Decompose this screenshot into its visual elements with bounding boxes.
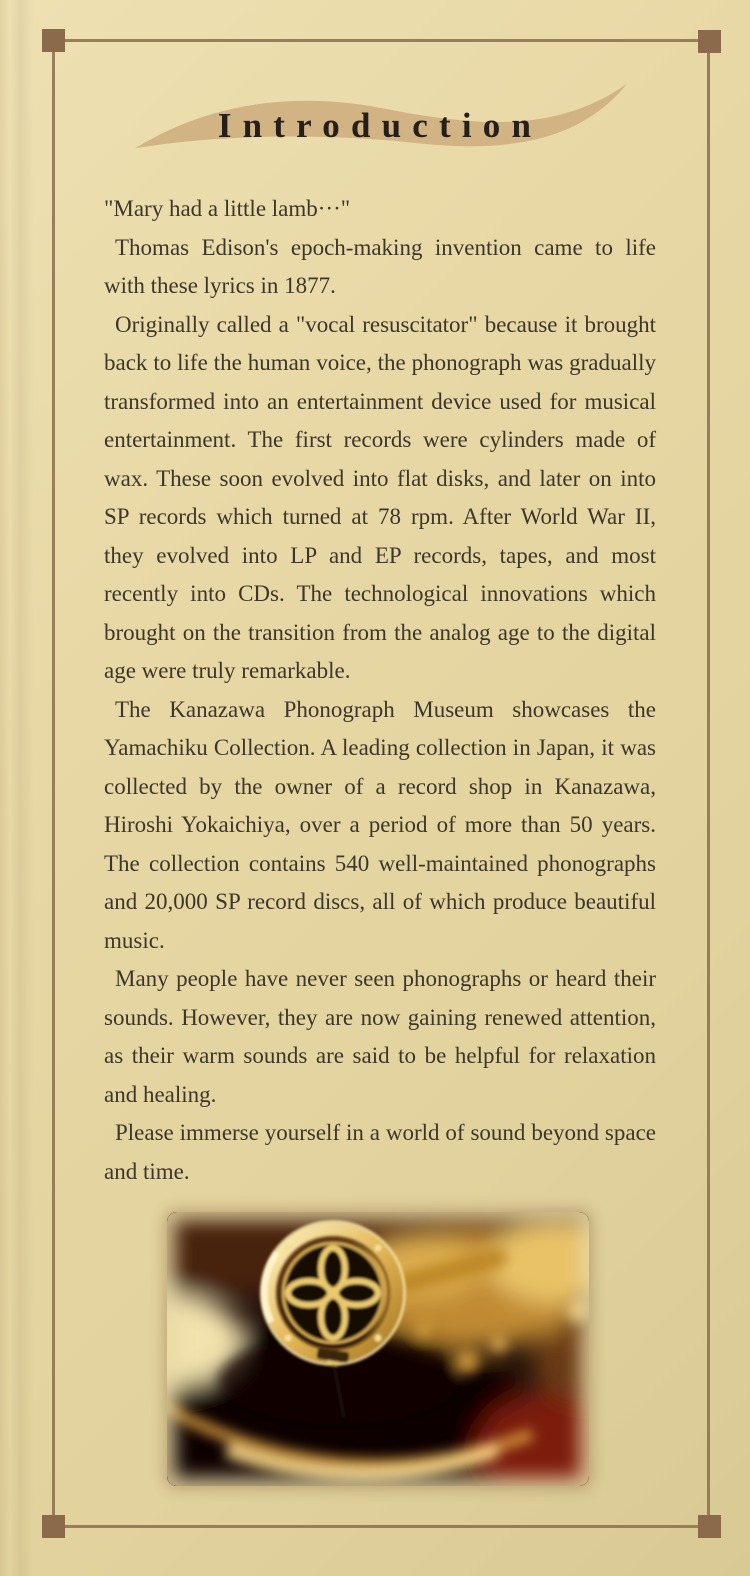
paragraph-lamb-quote: "Mary had a little lamb···" (104, 196, 351, 221)
page-title: Introduction (217, 106, 543, 145)
paragraph-museum-collection: The Kanazawa Phonograph Museum showcases the Yamachiku Collection. A leading collection in Japan, it was collected by the owner of a record shop in Kanazawa, Hiroshi Yokaichiya, over a period of more than 50 years. The collection contains 540 well-maintained phonographs and 20,000 SP record discs, all of which produce beautiful music. (104, 696, 656, 953)
frame-border-top (54, 39, 709, 42)
phonograph-photo (167, 1212, 589, 1486)
frame-border-right (707, 40, 710, 1527)
phonograph-soundbox-illustration (167, 1212, 589, 1486)
frame-corner-square-bottom-left (42, 1515, 65, 1538)
frame-corner-square-bottom-right (698, 1515, 721, 1538)
paragraph-edison: Thomas Edison's epoch-making invention came to life with these lyrics in 1877. (104, 234, 656, 298)
frame-corner-square-top-left (42, 29, 65, 52)
introduction-text (104, 190, 656, 1191)
frame-border-bottom (54, 1525, 709, 1528)
frame-corner-square-top-right (698, 30, 721, 53)
paragraph-renewed-attention: Many people have never seen phonographs or heard their sounds. However, they are now gaining renewed attention, as their warm sounds are said to be helpful for relaxation and healing. (104, 966, 656, 1107)
paragraph-invitation: Please immerse yourself in a world of sound beyond space and time. (104, 1120, 656, 1184)
paragraph-phonograph-history: Originally called a "vocal resuscitator" because it brought back to life the human voice, the phonograph was gradually transformed into an entertainment device used for musical entertainment. The first records were cylinders made of wax. These soon evolved into flat disks, and later on into SP records which turned at 78 rpm. After World War II, they evolved into LP and EP records, tapes, and most recently into CDs. The technological innovations which brought on the transition from the analog age to the digital age were truly remarkable. (104, 311, 656, 683)
frame-border-left (52, 40, 55, 1527)
